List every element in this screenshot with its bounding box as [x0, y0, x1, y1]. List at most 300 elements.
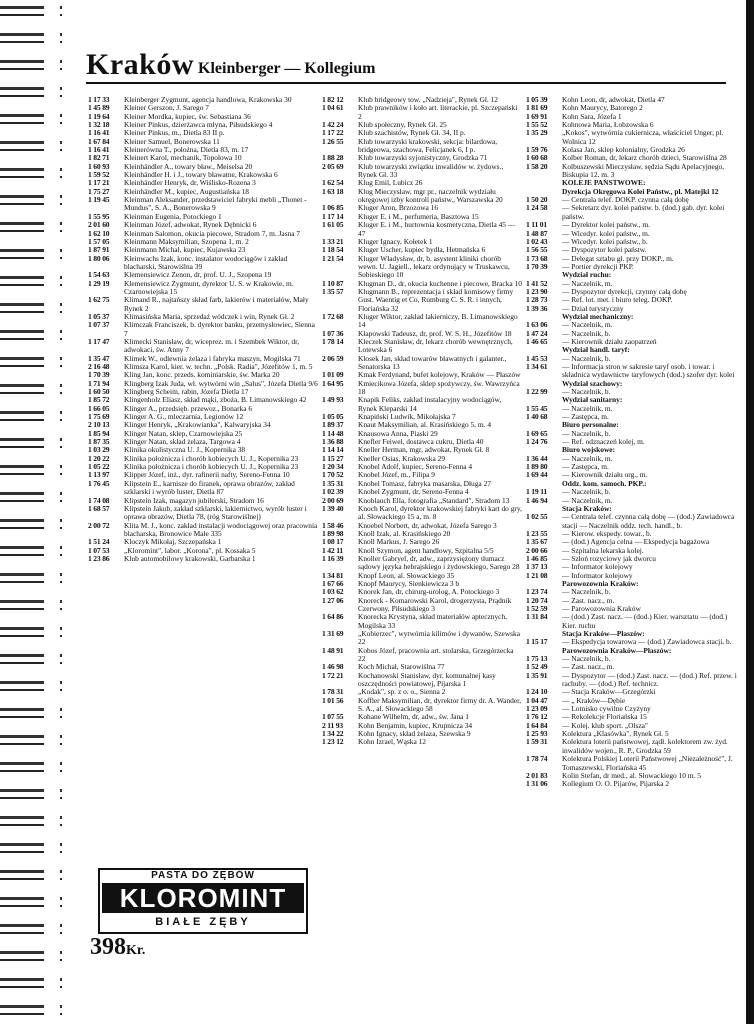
entry-text: — Stacja Kraków—Grzegórzki [562, 688, 656, 697]
phone-number: 1 31 06 [526, 779, 548, 789]
entry-text: Kollegium O. O. Pijarów, Pijarska 2 [562, 780, 670, 789]
phone-number: 1 72 21 [322, 670, 344, 680]
entry-text: Kłapowski Tadeusz, dr, prof. W. S. H., Józefitów 18 [358, 329, 512, 338]
directory-entry [88, 355, 320, 363]
directory-entry [322, 163, 522, 180]
phone-number: 1 63 18 [322, 186, 344, 196]
phone-number: 1 01 56 [322, 695, 344, 705]
entry-text: Kluger E. i M., hurtownia kosmetyczna, Dietla 45 — 47 [358, 221, 516, 238]
directory-entry [526, 588, 740, 596]
phone-number: 1 69 44 [526, 470, 548, 480]
directory-entry [88, 96, 320, 104]
entry-text: Knoll Izak, al. Krasińskiego 20 [358, 529, 451, 538]
entry-text: — Zast. nacz., m. [562, 663, 615, 672]
directory-entry [526, 430, 740, 438]
directory-entry [322, 547, 522, 555]
phone-number: 1 20 34 [322, 462, 344, 472]
entry-text: Kleinman Aleksander, przedstawiciel fabryki mebli „Thonet - Mundus", S. A., Bonerowska 9 [124, 196, 307, 213]
entry-text: Kling Jan, konc. przeds. kominiarskie, św. Marka 20 [124, 371, 280, 380]
directory-entry [322, 179, 522, 187]
directory-entry [526, 605, 740, 613]
directory-entry [322, 338, 522, 355]
entry-text: Kleinerówna T., położna, Dietla 83, m. 17 [124, 146, 249, 155]
directory-entry [526, 538, 740, 546]
directory-entry [526, 755, 740, 772]
directory-entry [88, 246, 320, 254]
entry-text: Kolbuszewski Mieczysław, sędzia Sądu Apelacyjnego, Biskupia 12, m. 3 [562, 162, 725, 180]
phone-number: 1 05 22 [88, 462, 110, 472]
directory-entry [88, 179, 320, 187]
directory-entry [526, 405, 740, 413]
phone-number: 1 05 37 [88, 311, 110, 321]
phone-number: 1 49 93 [322, 395, 344, 405]
directory-entry [526, 780, 740, 788]
directory-entry [88, 221, 320, 229]
phone-number: 1 20 74 [526, 595, 548, 605]
directory-entry [322, 471, 522, 479]
directory-entry [526, 204, 740, 221]
phone-number: 1 60 50 [88, 387, 110, 397]
phone-number: 1 52 49 [526, 662, 548, 672]
entry-text: Kleinhändler Henryk, dr, Wiślisko-Rozena 3 [124, 179, 256, 188]
directory-entry [88, 380, 320, 388]
directory-entry [526, 630, 740, 638]
phone-number: 1 17 47 [88, 336, 110, 346]
directory-entry [526, 497, 740, 505]
entry-text: — (dod.) Agencja celna — Ekspedycja bagażowa [562, 538, 710, 547]
entry-text: „Kodak", sp. z o. o., Sienna 2 [358, 688, 446, 697]
entry-text: — Ekspedycja towarowa — (dod.) Zawiadowca stacji, b. [562, 638, 732, 647]
phone-number: 1 02 39 [322, 487, 344, 497]
directory-entry [526, 455, 740, 463]
entry-text: Kleinmann Michał, kupiec, Kujawska 23 [124, 246, 246, 255]
phone-number: 2 01 83 [526, 770, 548, 780]
entry-text: — Dział turystyczny [562, 304, 624, 313]
phone-number: 1 35 31 [322, 478, 344, 488]
entry-text: Parowozownia Kraków: [562, 579, 639, 588]
entry-text: Kobos Józef, pracownia art. stolarska, Grzegórzecka 22 [358, 646, 514, 664]
phone-number: 1 59 31 [526, 737, 548, 747]
phone-number: 1 87 91 [88, 245, 110, 255]
entry-text: Klub szachistów, Rynek Gł. 34, II p. [358, 129, 466, 138]
entry-text: Klinger Natan, sklep, Czarnowiejska 25 [124, 429, 243, 438]
phone-number: 1 82 12 [322, 95, 344, 104]
phone-number: 1 64 95 [322, 378, 344, 388]
phone-number: 1 56 55 [526, 245, 548, 255]
directory-entry [526, 129, 740, 146]
directory-entry [322, 480, 522, 488]
entry-text: Kohn Benjamin, kupiec, Krupnicza 34 [358, 721, 473, 730]
directory-entry [526, 104, 740, 112]
phone-number: 1 23 55 [526, 528, 548, 538]
phone-number: 1 35 91 [526, 670, 548, 680]
page-number [90, 934, 145, 961]
phone-number: 1 70 39 [88, 370, 110, 380]
directory-entry [526, 230, 740, 238]
phone-number: 1 16 39 [322, 553, 344, 563]
phone-number: 1 57 05 [88, 236, 110, 246]
directory-entry [322, 555, 522, 572]
phone-number: 1 45 53 [526, 353, 548, 363]
directory-entry [322, 355, 522, 372]
page-number-value: 398 [90, 934, 126, 960]
phone-number: 1 67 84 [88, 136, 110, 146]
entry-text: — Kierownik działu zaopatrzeń [562, 337, 657, 346]
phone-number: 1 42 11 [322, 545, 343, 555]
directory-entry [526, 480, 740, 488]
directory-entry [322, 522, 522, 530]
directory-entry [322, 647, 522, 664]
phone-number: 1 62 75 [88, 295, 110, 305]
directory-entry [526, 647, 740, 655]
phone-number: 1 17 33 [88, 95, 110, 104]
entry-text: Kleinman Salomon, okucia piecowe, Stradom 7, m. Jasna 7 [124, 229, 301, 238]
directory-entry [526, 730, 740, 738]
entry-text: Klipstein Jakub, zakład szklarski, lakiernictwo, wyrób luster i oprawa obrazów, Dietla 78, (róg Starowiślnej) [124, 504, 307, 522]
directory-entry [88, 430, 320, 438]
directory-entry [88, 104, 320, 112]
entry-text: — Naczelnik, b. [562, 429, 611, 438]
phone-number: 1 07 55 [322, 712, 344, 722]
phone-number: 1 17 22 [322, 128, 344, 138]
entry-text: — Naczelnik, m. [562, 496, 613, 505]
phone-number: 1 74 08 [88, 495, 110, 505]
column-3 [526, 96, 740, 789]
phone-number: 1 08 17 [322, 537, 344, 547]
directory-entry [88, 146, 320, 154]
phone-number: 2 00 66 [526, 545, 548, 555]
phone-number: 1 52 59 [526, 603, 548, 613]
phone-number: 2 00 72 [88, 520, 110, 530]
directory-entry [322, 330, 522, 338]
entry-text: Kolasa Jan, sklep kolonialny, Grodzka 26 [562, 146, 685, 155]
directory-entry [322, 280, 522, 288]
entry-text: Kleiner Gerszon, J. Sarego 7 [124, 104, 209, 113]
directory-entry [88, 405, 320, 413]
directory-entry [526, 330, 740, 338]
entry-text: — Delegat sztabu gł. przy DOKP., m. [562, 254, 674, 263]
entry-text: — Naczelnik, m. [562, 321, 613, 330]
entry-text: — Zast. nacz., m. [562, 596, 615, 605]
entry-text: — Naczelnik, m. [562, 454, 613, 463]
phone-number: 1 18 54 [322, 245, 344, 255]
entry-text: Knapiński Ludwik, Mikołajska 7 [358, 413, 456, 422]
directory-entry [526, 146, 740, 154]
phone-number: 1 23 12 [322, 737, 344, 747]
directory-entry [88, 113, 320, 121]
directory-entry [322, 497, 522, 505]
directory-entry [88, 255, 320, 272]
entry-text: — Portier dyrekcji PKP. [562, 262, 634, 271]
phone-number: 1 67 66 [322, 578, 344, 588]
phone-number: 1 35 67 [526, 537, 548, 547]
entry-text: Klinika okulistyczna U. J., Kopernika 38 [124, 446, 246, 455]
entry-text: Kleinhändler H. i J., towary bławatne, Krakowska 6 [124, 171, 278, 180]
entry-text: Kleiner Samuel, Bonerowska 11 [124, 137, 220, 146]
phone-number: 1 75 69 [88, 412, 110, 422]
directory-entry [88, 555, 320, 563]
entry-text: — Szpitalna lekarska kolej. [562, 546, 644, 555]
phone-number: 1 78 74 [526, 754, 548, 764]
entry-text: — Ref. odznaczeń kolej, m. [562, 438, 645, 447]
entry-text: Knefler Feiwel, dostawca cukru, Dietla 40 [358, 438, 484, 447]
entry-text: „Kloromint", labor. „Korona", pl. Kossaka 5 [124, 546, 256, 555]
directory-entry [322, 505, 522, 522]
entry-text: — Wicedyr. kolei państw., b. [562, 237, 648, 246]
phone-number: 1 55 95 [88, 211, 110, 221]
phone-number: 1 17 21 [88, 178, 110, 188]
directory-entry [322, 713, 522, 721]
directory-entry [526, 121, 740, 129]
entry-text: — Informator kolejowy [562, 571, 633, 580]
entry-text: Kohn Leon, dr, adwokat, Dietla 47 [562, 96, 665, 104]
entry-text: Kneller Herman, mgr, adwokat, Rynek Gł. 8 [358, 446, 490, 455]
phone-number: 1 45 89 [88, 103, 110, 113]
phone-number: 1 82 71 [88, 153, 110, 163]
entry-text: Kohnowa Maria, Łobzowska 6 [562, 121, 654, 130]
directory-entry [526, 772, 740, 780]
phone-number: 1 55 45 [526, 403, 548, 413]
entry-text: Kluger Uscher, kupiec bydła, Hetmańska 6 [358, 246, 486, 255]
entry-text: Wydział handl. taryf: [562, 346, 630, 355]
entry-text: Klemensiewicz Zenon, dr, prof. U. J., Szopena 19 [124, 271, 272, 280]
directory-entry [526, 246, 740, 254]
directory-entry [526, 363, 740, 380]
directory-entry [322, 455, 522, 463]
phone-number: 1 16 41 [88, 128, 110, 138]
entry-text: KOLEJE PAŃSTWOWE: [562, 179, 646, 188]
phone-number: 1 23 86 [88, 553, 110, 563]
entry-text: Knoebel Norbert, dr, adwokat, Józefa Sarego 3 [358, 521, 497, 530]
directory-entry [88, 538, 320, 546]
entry-text: Klub prawników i koło art. literackie, pl. Szczepański 2 [358, 104, 518, 121]
phone-number: 1 24 10 [526, 687, 548, 697]
phone-number: 1 39 40 [322, 503, 344, 513]
directory-entry [526, 463, 740, 471]
phone-number: 1 25 93 [526, 729, 548, 739]
entry-text: Klub towarzyski związku inwalidów w. żydows., Rynek Gł. 33 [358, 162, 504, 180]
phone-number: 1 80 06 [88, 253, 110, 263]
phone-number: 1 75 27 [88, 186, 110, 196]
directory-entry [526, 722, 740, 730]
phone-number: 1 70 39 [526, 261, 548, 271]
entry-text: Kmak Ferdynand, bufet kolejowy, Kraków — Płaszów [358, 371, 521, 380]
directory-entry [526, 530, 740, 538]
phone-number: 1 24 58 [526, 203, 548, 213]
directory-entry [526, 338, 740, 346]
phone-number: 1 07 37 [88, 320, 110, 330]
entry-text: Knobel Józef, m., Filipa 9 [358, 471, 435, 480]
directory-entry [322, 697, 522, 714]
directory-entry [526, 179, 740, 187]
directory-entry [322, 730, 522, 738]
directory-entry [322, 572, 522, 580]
phone-number: 1 61 05 [322, 220, 344, 230]
column-2 [322, 96, 522, 747]
directory-entry [526, 697, 740, 705]
entry-text: Koffler Maksymilian, dr, dyrektor firmy dr. A. Wander, S. A., al. Słowackiego 58 [358, 696, 522, 714]
phone-number: 1 36 44 [526, 453, 548, 463]
phone-number: 2 16 48 [88, 362, 110, 371]
entry-text: Kleiner Pinkus, m., Dietla 83 II p. [124, 129, 225, 138]
directory-entry [88, 438, 320, 446]
directory-entry [88, 230, 320, 238]
entry-text: — Ref. lot. met. i biuro teleg. DOKP. [562, 296, 673, 305]
phone-number: 1 64 86 [322, 612, 344, 622]
entry-text: Kleinhändler A., towary bław., Meiselsa 20 [124, 162, 253, 171]
directory-entry [322, 597, 522, 614]
phone-number: 1 01 09 [322, 370, 344, 380]
directory-entry [88, 154, 320, 162]
phone-number: 1 34 22 [322, 729, 344, 739]
entry-text: „Kokos", wytwórnia cukiernicza, właściciel Unger, pl. Wolnica 12 [562, 129, 724, 146]
entry-text: Klug Mieczysław, mgr pr., naczelnik wydziału okręgowej izby kontroli państw., Warszawska 20 [358, 187, 503, 205]
phone-number: 1 35 29 [526, 128, 548, 138]
entry-text: Klinger Natan, skład żelaza, Targowa 4 [124, 438, 241, 447]
entry-text: Knoch Karol, dyrektor krakowskiej fabryki kart do gry, al. Słowackiego 15 a, m. 8 [358, 504, 522, 522]
entry-text: — Naczelnik, b. [562, 354, 611, 363]
directory-entry [322, 446, 522, 454]
phone-number: 1 04 61 [322, 103, 344, 113]
entry-text: — Rekolekcje Floriańska 15 [562, 713, 647, 722]
directory-entry [526, 638, 740, 646]
entry-text: — Naczelnik, b. [562, 588, 611, 597]
phone-number: 1 03 62 [322, 587, 344, 597]
phone-number: 1 51 24 [88, 537, 110, 547]
directory-entry [322, 96, 522, 104]
phone-number: 1 54 63 [88, 270, 110, 280]
entry-text: Klimand R., najtańszy skład farb, lakierów i materiałów, Mały Rynek 2 [124, 296, 309, 313]
directory-entry [322, 204, 522, 212]
directory-entry [526, 655, 740, 663]
directory-entry [526, 705, 740, 713]
directory-entry [526, 113, 740, 121]
entry-text: — Wicedyr. kolei państw., m. [562, 229, 650, 238]
directory-entry [526, 663, 740, 671]
entry-text: Klipper Józef, inż., dyr. rafinerii nafty, Sereno-Fenna 10 [124, 471, 290, 480]
phone-number: 1 16 41 [88, 145, 110, 155]
phone-number: 1 14 48 [322, 428, 344, 438]
entry-text: Knopf Leon, al. Słowackiego 35 [358, 571, 455, 580]
entry-text: — Zastępca, m. [562, 463, 609, 472]
directory-entry [526, 513, 740, 530]
directory-entry [526, 346, 740, 354]
directory-entry [88, 547, 320, 555]
phone-number: 1 06 85 [322, 203, 344, 213]
phone-number: 1 28 73 [526, 295, 548, 305]
phone-number: 1 34 61 [526, 362, 548, 371]
entry-text: Knopf Maurycy, Sienkiewicza 3 b [358, 579, 460, 588]
directory-entry [322, 154, 522, 162]
directory-entry [88, 163, 320, 171]
phone-number: 1 19 64 [88, 111, 110, 121]
directory-entry [526, 388, 740, 396]
directory-entry [322, 121, 522, 129]
directory-entry [526, 446, 740, 454]
directory-entry [322, 463, 522, 471]
directory-entry [526, 321, 740, 329]
phone-number: 1 07 36 [322, 328, 344, 338]
phone-number: 1 69 91 [526, 111, 548, 121]
entry-text: — Naczelnik, b. [562, 488, 611, 497]
entry-text: Klimek W., odlewnia żelaza i fabryka maszyn, Mogilska 71 [124, 354, 301, 363]
entry-text: Wydział mechaniczny: [562, 312, 634, 321]
phone-number: 1 64 84 [526, 720, 548, 730]
phone-number: 1 33 21 [322, 236, 344, 246]
directory-entry [322, 104, 522, 121]
phone-number: 1 15 27 [322, 453, 344, 463]
directory-entry [88, 522, 320, 539]
entry-text: Wydział sanitarny: [562, 396, 623, 405]
directory-entry [322, 538, 522, 546]
entry-text: Kłosek Jan, skład towarów bławatnych i galanter., Senatorska 13 [358, 354, 507, 371]
entry-text: Kolektura loterii państwowej, ządł. kolektorem zw. żyd. inwalidów wojen., R. P., Grodzka 59 [562, 738, 728, 755]
phone-number: 1 63 06 [526, 320, 548, 330]
entry-text: Knoller Gabryel, dr, adw., zaprzysiężony tłumacz sądowy języka hebrajskiego i żydowskiego, Sarego 28 [358, 554, 520, 572]
entry-text: Kohn Maurycy, Batorego 2 [562, 104, 643, 113]
directory-entry [88, 313, 320, 321]
entry-text: Klita M. J., konc. zakład instalacji wodociągowej oraz pracownia blacharska, Bronowice Małe 335 [124, 521, 318, 538]
directory-entry [526, 597, 740, 605]
directory-entry [88, 338, 320, 355]
entry-text: Kleiner Pinkus, dzierżawca młyna, Piłsudskiego 4 [124, 121, 273, 130]
directory-entry [322, 663, 522, 671]
directory-entry [322, 421, 522, 429]
phone-number: 1 26 55 [322, 136, 344, 146]
phone-number: 1 71 94 [88, 378, 110, 388]
directory-entry [526, 505, 740, 513]
phone-number: 1 37 13 [526, 562, 548, 572]
phone-number: 2 05 69 [322, 161, 344, 171]
directory-entry [88, 497, 320, 505]
entry-text: Knoblauch Ella, fotografia „Standard", Stradom 13 [358, 496, 510, 505]
phone-number: 1 85 94 [88, 428, 110, 438]
directory-entry [526, 613, 740, 630]
entry-text: Klimsza Karol, kier. w. techn. „Polsk. Radia", Józefitów 1, m. 5 [124, 363, 313, 371]
directory-entry [322, 738, 522, 746]
phone-number: 1 24 76 [526, 437, 548, 447]
advert-brand: KLOROMINT [102, 883, 304, 913]
phone-number: 1 88 28 [322, 153, 344, 163]
advert-bottom-text: BIAŁE ZĘBY [155, 916, 251, 928]
directory-entry [526, 154, 740, 162]
entry-text: Biuro personalne: [562, 421, 619, 430]
entry-text: — Informator kolejowy [562, 563, 633, 572]
phone-number: 1 20 22 [88, 453, 110, 463]
entry-text: — Kierownik działu org., m. [562, 471, 648, 480]
directory-entry [322, 371, 522, 379]
entry-text: — Naczelnik, b. [562, 329, 611, 338]
directory-entry [526, 238, 740, 246]
entry-text: Koch Michał, Starowiślna 77 [358, 663, 445, 672]
directory-entry [322, 688, 522, 696]
entry-text: Kmiecikowa Józefa, sklep spożywczy, św. Wawrzyńca 18 [358, 379, 520, 397]
phone-number: 1 07 53 [88, 545, 110, 555]
directory-entry [88, 271, 320, 279]
directory-entry [526, 96, 740, 104]
directory-entry [526, 471, 740, 479]
entry-text: Knoreck - Komarowski Karol, drogerzysta, Prądnik Czerwony, Piłsudskiego 3 [358, 596, 512, 613]
entry-text: Biuro wojskowe: [562, 446, 616, 455]
directory-entry [322, 221, 522, 238]
phone-number: 1 27 06 [322, 595, 344, 605]
directory-entry [526, 396, 740, 404]
entry-text: Wydział szachowy: [562, 379, 623, 388]
entry-text: — Naczelnik, m. [562, 404, 613, 413]
phone-number: 1 39 36 [526, 303, 548, 313]
entry-text: — Dyspozytor dyrekcji, czynny całą dobę [562, 287, 687, 296]
entry-text: Klingberg Scheim, rabin, Józefa Dietla 17 [124, 388, 249, 397]
